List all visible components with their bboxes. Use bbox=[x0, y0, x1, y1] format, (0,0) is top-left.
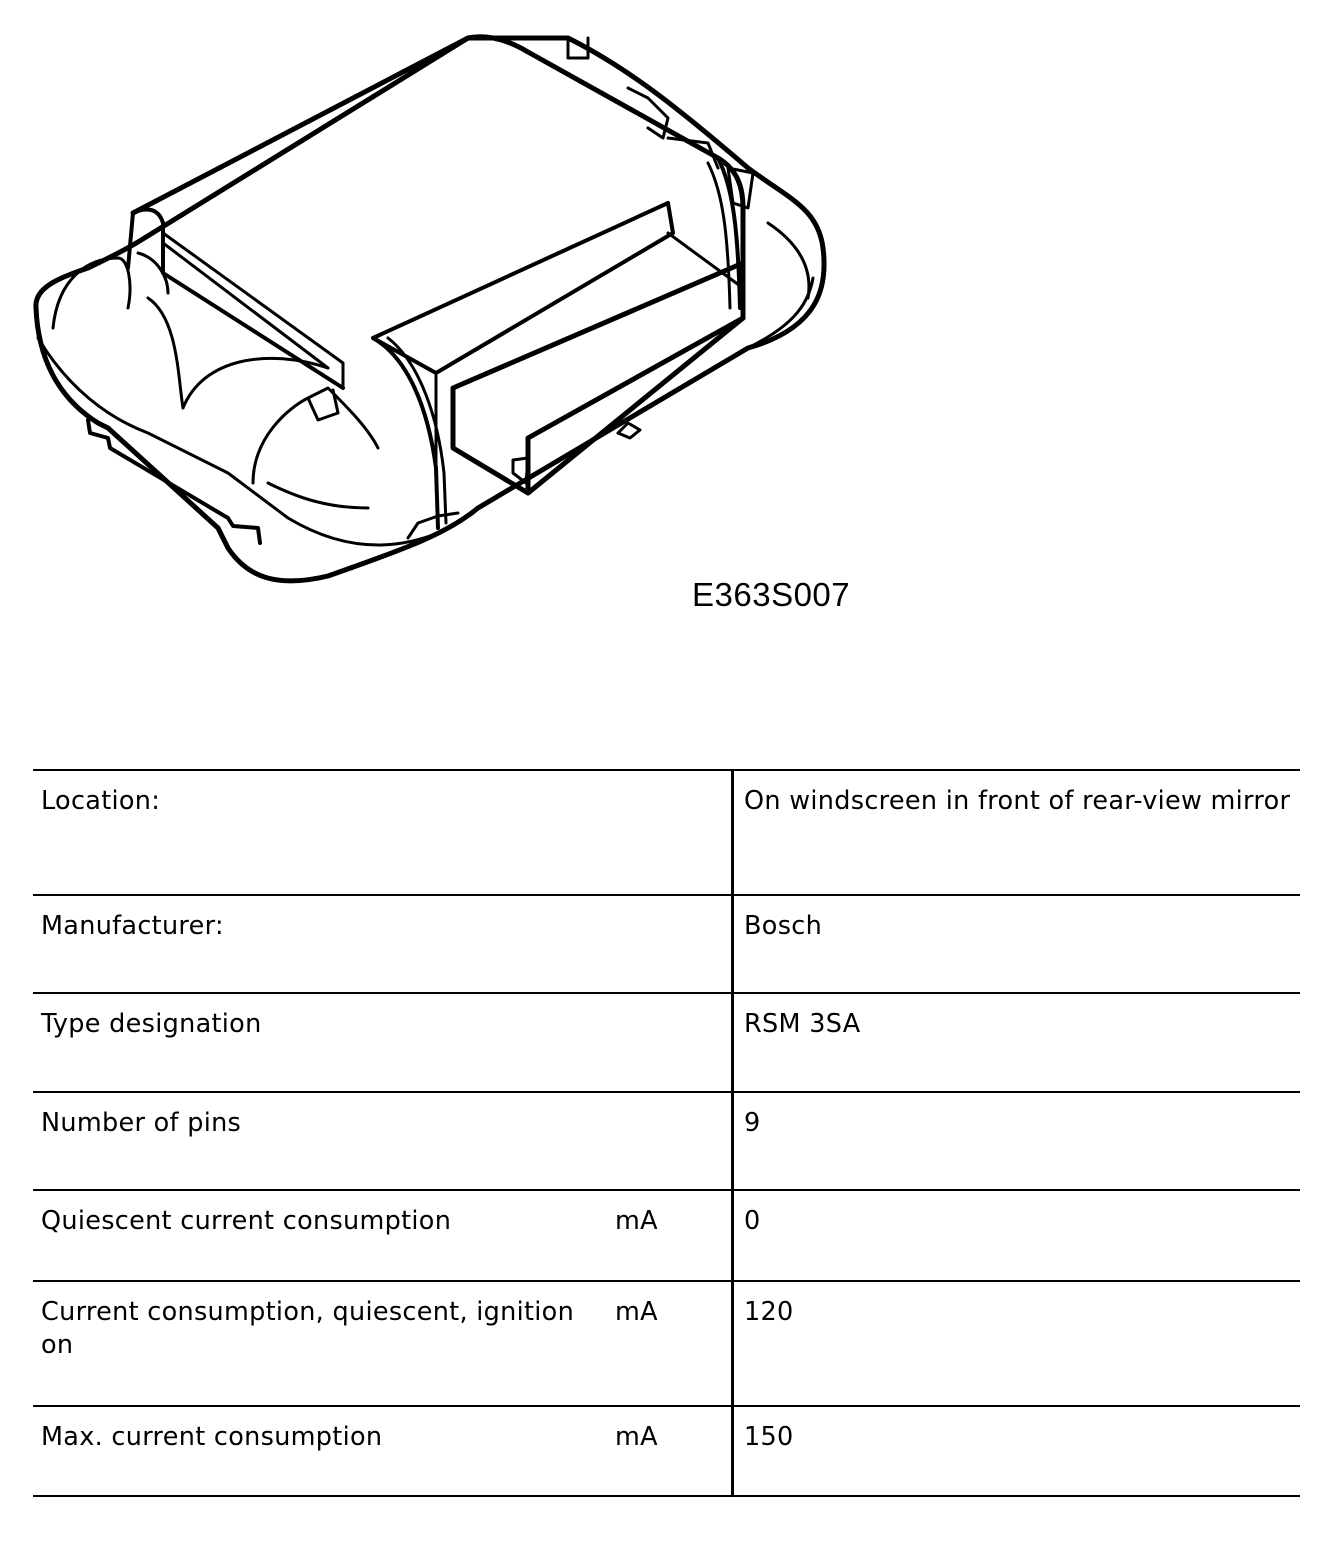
spec-label: Current consumption, quiescent, ignition on bbox=[33, 1281, 607, 1406]
spec-value: 150 bbox=[733, 1406, 1301, 1496]
rain-sensor-module-illustration-icon bbox=[28, 28, 838, 598]
figure-code: E363S007 bbox=[692, 576, 851, 613]
table-row bbox=[33, 1092, 1300, 1190]
table-row bbox=[33, 1190, 1300, 1281]
spec-unit bbox=[607, 770, 733, 895]
table-row bbox=[33, 770, 1300, 895]
table-row bbox=[33, 993, 1300, 1092]
spec-value: 0 bbox=[733, 1190, 1301, 1281]
spec-label: Number of pins bbox=[33, 1092, 607, 1190]
table-row bbox=[33, 1406, 1300, 1496]
table-row bbox=[33, 895, 1300, 993]
spec-unit: mA bbox=[607, 1281, 733, 1406]
spec-value: 120 bbox=[733, 1281, 1301, 1406]
spec-unit bbox=[607, 1092, 733, 1190]
spec-unit: mA bbox=[607, 1190, 733, 1281]
spec-label: Type designation bbox=[33, 993, 607, 1092]
spec-table bbox=[33, 769, 1300, 1497]
spec-value: On windscreen in front of rear-view mirror bbox=[733, 770, 1301, 895]
spec-label: Location: bbox=[33, 770, 607, 895]
spec-label: Manufacturer: bbox=[33, 895, 607, 993]
spec-value: RSM 3SA bbox=[733, 993, 1301, 1092]
spec-unit bbox=[607, 993, 733, 1092]
spec-label: Max. current consumption bbox=[33, 1406, 607, 1496]
spec-unit: mA bbox=[607, 1406, 733, 1496]
spec-unit bbox=[607, 895, 733, 993]
spec-label: Quiescent current consumption bbox=[33, 1190, 607, 1281]
table-row bbox=[33, 1281, 1300, 1406]
spec-value: Bosch bbox=[733, 895, 1301, 993]
spec-value: 9 bbox=[733, 1092, 1301, 1190]
